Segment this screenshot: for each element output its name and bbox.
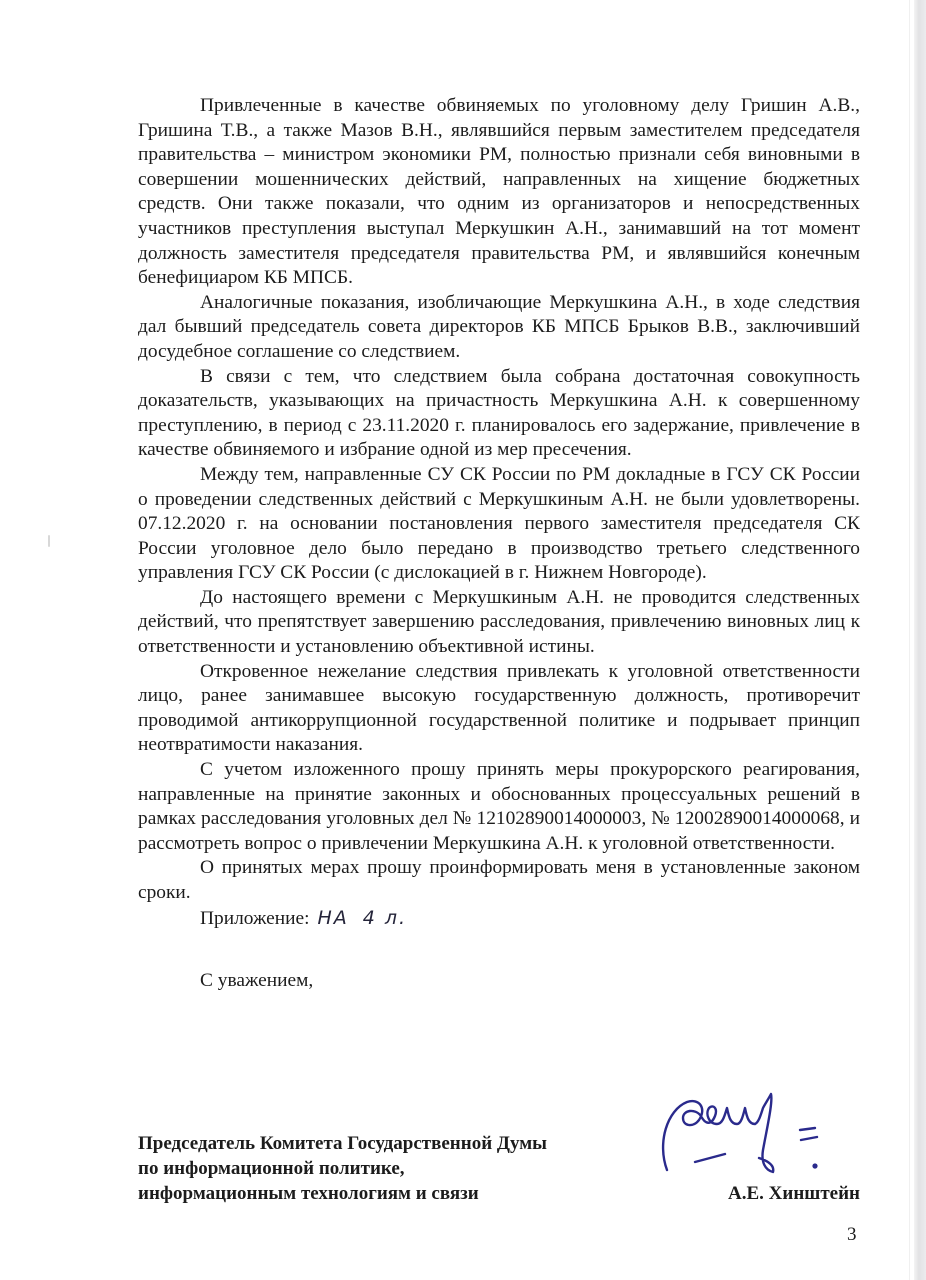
letter-body <box>138 94 860 994</box>
annex-handwritten-na: НА <box>317 906 349 929</box>
page-edge-line <box>909 0 910 1280</box>
paragraph-3: В связи с тем, что следствием была собрана достаточная совокупность доказательств, указывающих на причастность Меркушкина А.Н. к совершенному преступлению, в период с 23.11.2020 г. планировалось его задержание, привлечение в качестве обвиняемого и избрание одной из мер пресечения. <box>138 365 860 461</box>
paragraph-6: Откровенное нежелание следствия привлекать к уголовной ответственности лицо, ранее занимавшее высокую государственную должность, противоречит проводимой антикоррупционной государственной политике и подрывает принцип неотвратимости наказания. <box>138 660 860 756</box>
paragraph-8: О принятых мерах прошу проинформировать меня в установленные законом сроки. <box>138 857 860 903</box>
signatory-name: А.Е. Хинштейн <box>728 1182 860 1204</box>
annex-label: Приложение: <box>200 907 310 929</box>
paragraph-1: Привлеченные в качестве обвиняемых по уголовному делу Гришин А.В., Гришина Т.В., а также Мазов В.Н., являвшийся первым заместителем председателя правительства – министром экономики РМ, полностью признали себя виновными в совершении мошеннических действий, направленных на хищение бюджетных средств. Они также показали, что одним из организаторов и непосредственных участников преступления выступал Меркушкин А.Н., занимавший на тот момент должность заместителя председателя правительства РМ, и являвшийся конечным бенефициаром КБ МПСБ. <box>138 95 860 289</box>
annex-handwritten-pages: 4 л. <box>362 906 408 929</box>
signatory-title-line-2: по информационной политике, <box>138 1157 405 1179</box>
signatory-block <box>138 1132 860 1206</box>
paragraph-4: Между тем, направленные СУ СК России по РМ докладные в ГСУ СК России о проведении следственных действий с Меркушкиным А.Н. не были удовлетворены. 07.12.2020 г. на основании постановления первого заместителя председателя СК России уголовное дело было передано в производство третьего следственного управления ГСУ СК России (с дислокацией в г. Нижнем Новгороде). <box>138 463 860 584</box>
page-edge-shadow <box>914 0 926 1280</box>
annex-line <box>138 906 860 932</box>
paragraph-2: Аналогичные показания, изобличающие Меркушкина А.Н., в ходе следствия дал бывший председатель совета директоров КБ МПСБ Брыков В.В., заключивший досудебное соглашение со следствием. <box>138 291 860 362</box>
paragraph-5: До настоящего времени с Меркушкиным А.Н. не проводится следственных действий, что препятствует завершению расследования, привлечению виновных лиц к ответственности и установлению объективной истины. <box>138 586 860 658</box>
annex-handwritten-note <box>317 907 407 929</box>
closing-regards: С уважением, <box>200 970 314 992</box>
page-number: 3 <box>847 1224 857 1245</box>
scan-artifact <box>48 535 50 547</box>
signatory-title-line-3: информационным технологиям и связи <box>138 1182 479 1204</box>
signatory-title-line-1: Председатель Комитета Государственной Думы <box>138 1133 548 1154</box>
signature-dash-1 <box>800 1128 815 1130</box>
paragraph-7: С учетом изложенного прошу принять меры прокурорского реагирования, направленные на принятие законных и обоснованных процессуальных решений в рамках расследования уголовных дел № 12102890014000003, № 12002890014000068, и рассмотреть вопрос о привлечении Меркушкина А.Н. к уголовной ответственности. <box>138 759 860 854</box>
